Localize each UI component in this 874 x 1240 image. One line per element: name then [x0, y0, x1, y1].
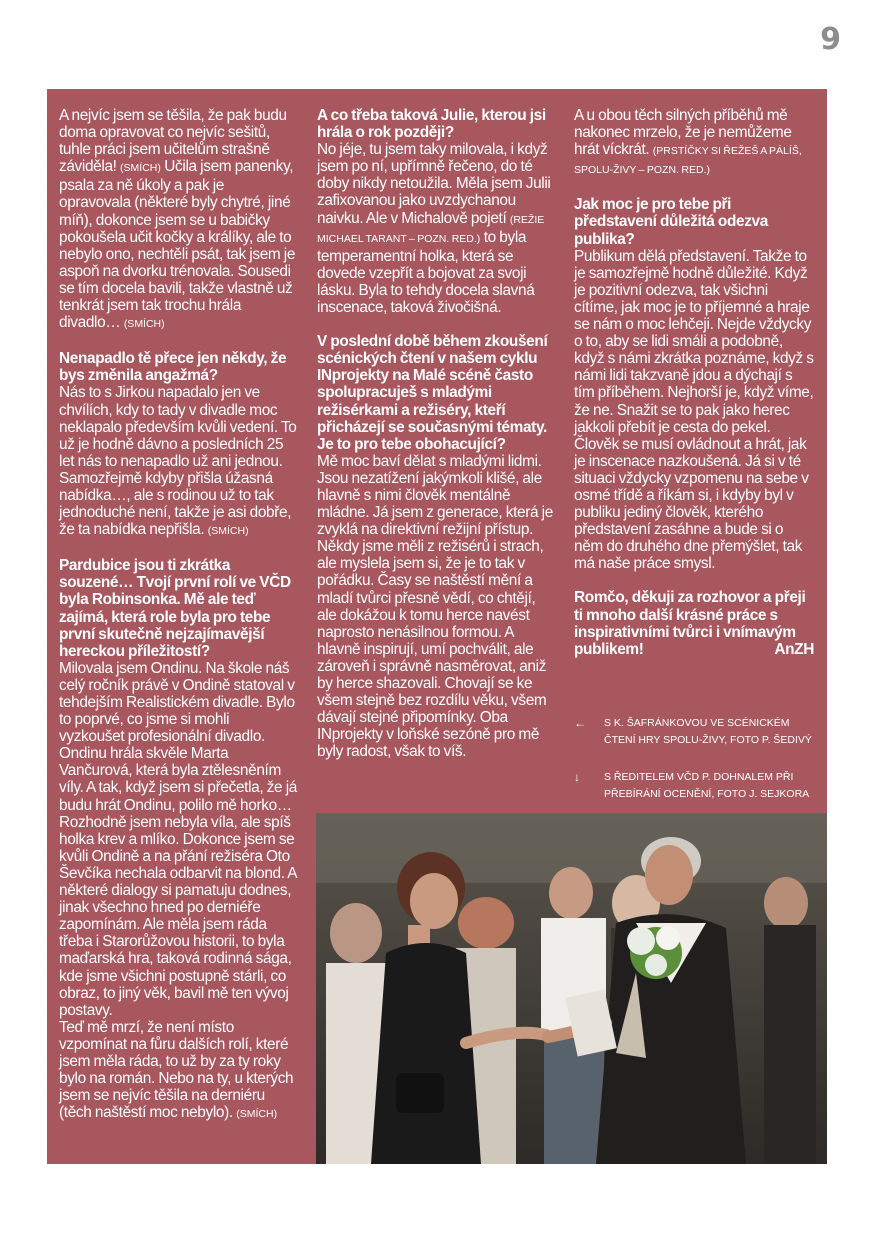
laugh-note: (SMÍCH) [236, 1108, 278, 1121]
award-photo-illustration [316, 813, 827, 1164]
author-signature: AnZH [774, 640, 814, 658]
question: A co třeba taková Julie, kterou jsi hrála o rok později? [317, 107, 546, 142]
question: Jak moc je pro tebe při představení důležitá odezva publika? [574, 196, 768, 248]
qa-block [59, 350, 297, 540]
arrow-down-icon: ↓ [574, 770, 580, 784]
caption-text: S K. ŠAFRÁNKOVOU VE SCÉNICKÉM ČTENÍ HRY SPOLU-ŽIVY, FOTO P. ŠEDIVÝ [604, 717, 812, 746]
photo-caption-2 [574, 769, 814, 803]
answer-text: Milovala jsem Ondinu. Na škole náš celý ročník právě v Ondině statoval v tehdejším Realistickém divadle. Bylo to poprvé, co jsme si mohli vyzkoušet profesionální divadlo. Ondinu hrála skvěle Marta Vančurová, která byla ztělesněním víly. A tak, když jsem si přečetla, že já budu hrát Ondinu, polilo mě horko… Rozhodně jsem nebyla víla, ale spíš holka krev a mlíko. Dokonce jsem se kvůli Ondině a na přání režiséra Oto Ševčíka nechala odbarvit na blond. A některé dialogy si pamatuju dodnes, jinak všechno hned po derniéře zapomínám. Ale měla jsem ráda třeba i Starorůžovou historii, to byla maďarská hra, taková rodinná sága, kde jsme všichni postupně stárli, co obraz, to jiný věk, bavil mě ten vývoj postavy. [59, 659, 297, 1019]
arrow-left-icon: ← [574, 716, 586, 730]
answer-text: A nejvíc jsem se těšila, že pak budu doma opravovat co nejvíc sešitů, tuhle práci jsem učitelům strašně záviděla! [59, 107, 287, 176]
caption-text: S ŘEDITELEM VČD P. DOHNALEM PŘI PŘEBÍRÁNÍ OCENĚNÍ, FOTO J. SEJKORA [604, 771, 810, 800]
answer-text: Nás to s Jirkou napadalo jen ve chvílích, kdy to tady v divadle moc neklapalo především kvůli vedení. To už je hodně dávno a posledních 25 let nás to nenapadlo už ani jednou. Samozřejmě kdyby přišla úžasná nabídka…, ale s rodinou už to tak jednoduché není, takže je asi dobře, že ta nabídka nepřišla. [59, 384, 297, 539]
question: Pardubice jsou ti zkrátka souzené… Tvojí první rolí ve VČD byla Robinsonka. Mě ale teď zajímá, která role byla pro tebe první skutečně nejzajímavější hereckou příležitostí? [59, 557, 291, 660]
award-photo [316, 813, 827, 1164]
answer-text: Teď mě mrzí, že není místo vzpomínat na fůru dalších rolí, které jsem měla ráda, to už by za ty roky bylo na román. Nebo na ty, u kterých jsem se nejvíc těšila na derniéru (těch naštěstí moc nebylo). [59, 1018, 294, 1122]
editor-note: (PRSTÍČKY SI ŘEŽEŠ A PÁLÍŠ, SPOLU-ŽIVY – POZN. RED.) [574, 145, 802, 177]
photo-caption-1 [574, 715, 814, 749]
question: V poslední době během zkoušení scénických čtení v našem cyklu INprojekty na Malé scéně často spolupracuješ s mladými režisérkami a režiséry, kteří přicházejí se současnými tématy. Je to pro tebe obohacující? [317, 333, 548, 453]
column-2 [317, 107, 553, 760]
paragraph [59, 107, 297, 333]
answer-text: Mě moc baví dělat s mladými lidmi. Jsou nezatížení jakýmkoli klišé, ale hlavně s nimi člověk mentálně mládne. Já jsem z generace, která je zvyklá na direktivní režijní přístup. Někdy jsme měli z režisérů i strach, ale myslela jsem si, že je to tak v pořádku. Časy se naštěstí mění a mladí tvůrci přesně vědí, co chtějí, ale dokážou k tomu herce navést naprosto nenásilnou formou. A hlavně inspirují, umí pochválit, ale zároveň i správně nasměrovat, aniž by herce shazovali. Chovají se ke všem stejně bez rozdílu věku, všem dávají stejné připomínky. Oba INprojekty v loňské sezóně pro mě byly radost, však to víš. [317, 452, 553, 761]
closing-text: Romčo, děkuji za rozhovor a přeji ti mnoho další krásné práce s inspirativními tvůrci i vnímavým publikem! [574, 589, 806, 658]
paragraph [574, 107, 814, 179]
laugh-note: (SMÍCH) [207, 525, 249, 538]
column-3 [574, 107, 814, 675]
qa-block [59, 557, 297, 1019]
answer-text: No jéje, tu jsem taky milovala, i když jsem po ní, upřímně řečeno, do té doby nikdy netoužila. Měla jsem Julii zafixovanou jako uvzdychanou naivku. Ale v Michalově pojetí [317, 141, 551, 227]
column-1 [59, 107, 297, 1123]
article-panel [47, 89, 827, 1164]
question: Nenapadlo tě přece jen někdy, že bys změnila angažmá? [59, 350, 287, 385]
laugh-note: (SMÍCH) [123, 318, 165, 331]
qa-block [317, 333, 553, 760]
laugh-note: (SMÍCH) [120, 162, 161, 175]
qa-block [574, 196, 814, 572]
qa-block [317, 107, 553, 316]
answer-text: A u obou těch silných příběhů mě nakonec mrzelo, že je nemůžeme hrát víckrát. [574, 107, 792, 159]
answer-text: Publikum dělá představení. Takže to je samozřejmě hodně důležité. Když je pozitivní odezva, tak všichni cítíme, jak moc je to příjemné a hraje se nám o moc lehčeji. Nejde vždycky o to, aby se lidi smáli a podobně, když s námi zkrátka poznáme, když s námi lidi takzvaně jdou a dýchají s tím příběhem. Nejhorší je, když víme, že ne. Snažit se to pak jako herec jakkoli přebít je cesta do pekel. Člověk se musí ovládnout a hrát, jak je inscenace nazkoušená. Já si v té situaci vždycky vzpomenu na sebe v osmé třídě a říkám si, i kdyby byl v publiku jediný člověk, kterého představení zasáhne a bude si o něm do druhého dne přemýšlet, tak má naše práce smysl. [574, 247, 814, 573]
answer-text: to byla temperamentní holka, která se dovede vzepřít a bojovat za svoji lásku. Byla to tehdy docela slavná inscenace, taková živočišná. [317, 228, 535, 317]
paragraph [59, 1019, 297, 1124]
answer-text: Učila jsem panenky, psala za ně úkoly a pak je opravovala (některé byly chytré, jiné míň), dokonce jsem se u babičky pokoušela učit kočky a králíky, ale to nebylo ono, nechtěli psát, tak jsem je aspoň na dvorku trénovala. Sousedi se tím docela bavili, takže vlastně už tenkrát jsem tak trochu hrála divadlo… [59, 158, 296, 332]
editor-note: (REŽIE MICHAEL TARANT – POZN. RED.) [317, 213, 545, 245]
closing-block [574, 589, 814, 657]
page-number: 9 [820, 22, 840, 57]
